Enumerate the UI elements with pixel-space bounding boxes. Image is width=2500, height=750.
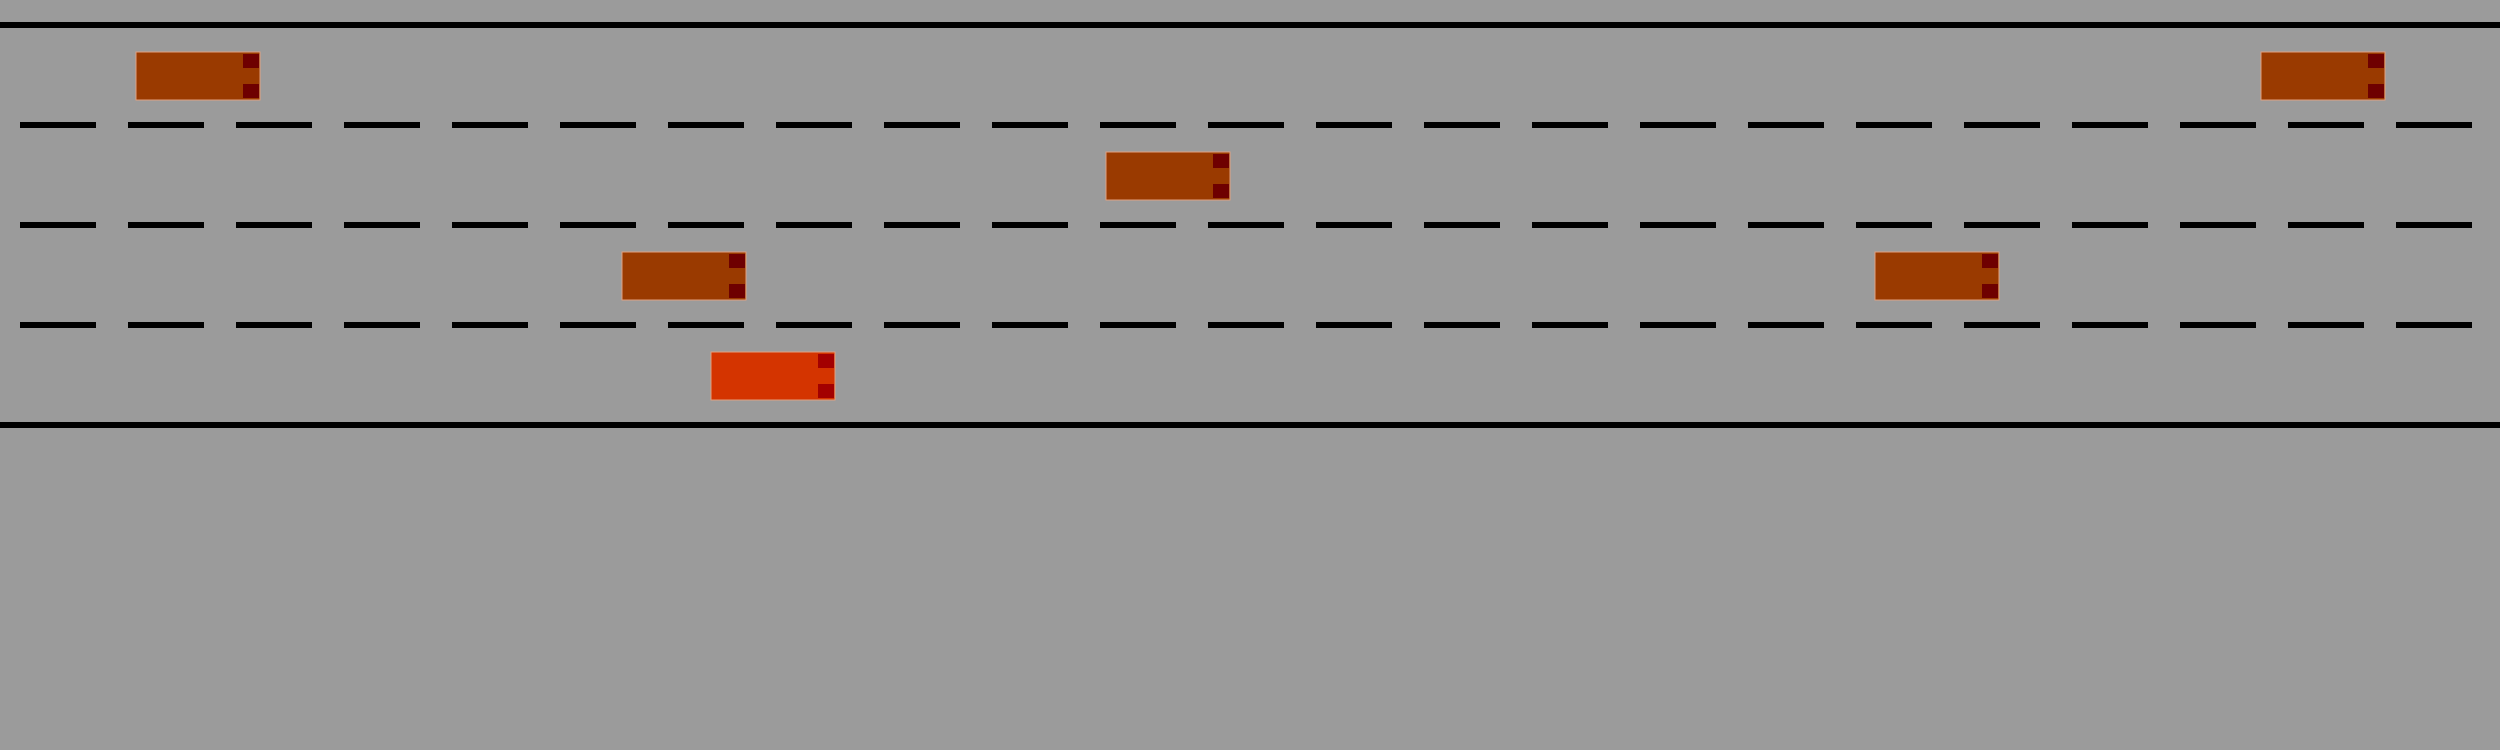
car-headlight-top — [818, 354, 834, 368]
car-headlight-bottom — [1982, 284, 1998, 298]
npc-car — [2261, 52, 2385, 100]
car-headlight-bottom — [1213, 184, 1229, 198]
car-headlight-bottom — [2368, 84, 2384, 98]
npc-car-body — [1875, 252, 1999, 300]
player-car-body — [711, 352, 835, 400]
npc-car — [136, 52, 260, 100]
npc-car-body — [622, 252, 746, 300]
car-headlight-top — [729, 254, 745, 268]
car-headlight-bottom — [729, 284, 745, 298]
player-car — [711, 352, 835, 400]
car-headlight-bottom — [243, 84, 259, 98]
npc-car-body — [1106, 152, 1230, 200]
car-headlight-top — [1213, 154, 1229, 168]
npc-car — [622, 252, 746, 300]
npc-car-body — [136, 52, 260, 100]
car-headlight-top — [243, 54, 259, 68]
npc-car — [1875, 252, 1999, 300]
car-headlight-top — [1982, 254, 1998, 268]
npc-car — [1106, 152, 1230, 200]
npc-car-body — [2261, 52, 2385, 100]
car-headlight-top — [2368, 54, 2384, 68]
car-headlight-bottom — [818, 384, 834, 398]
